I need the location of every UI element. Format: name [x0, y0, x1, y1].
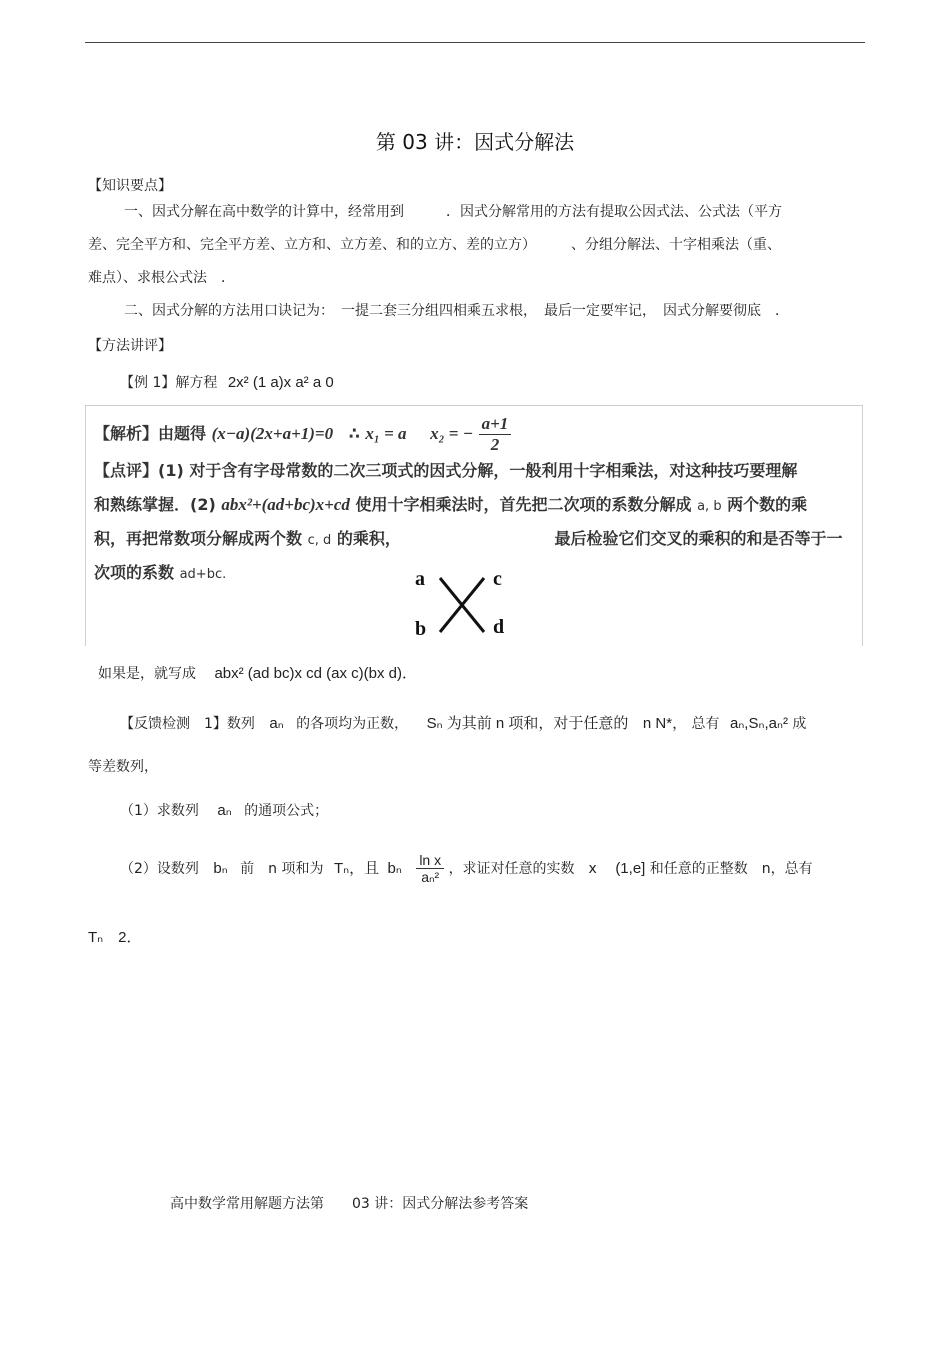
knowledge-p1-line2: 差、完全平方和、完全平方差、立方和、立方差、和的立方、差的立方） 、分组分解法、十字相乘法（重、 [88, 237, 781, 253]
cross-letter-a: a [415, 568, 425, 590]
feedback-line-1 [120, 712, 806, 733]
knowledge-p1-line1: 一、因式分解在高中数学的计算中，经常用到 ．因式分解常用的方法有提取公因式法、公式法（平方 [124, 204, 782, 220]
sum-sn: Sₙ 为其前 n 项和，对于任意的 [426, 715, 629, 732]
cd-values: c, d [307, 533, 332, 548]
method-heading: 【方法讲评】 [88, 338, 172, 354]
comment-line-1: 【点评】(1) 对于含有字母常数的二次三项式的因式分解，一般利用十字相乘法，对这种技巧要理解 [94, 461, 798, 480]
therefore-symbol: ∴ [348, 424, 360, 443]
q2-post: ，求证对任意的实数 x [448, 861, 597, 877]
knowledge-heading: 【知识要点】 [88, 178, 172, 194]
knowledge-p2: 二、因式分解的方法用口诀记为： 一提二套三分组四相乘五求根， 最后一定要牢记， 因式分解要彻底 ． [124, 303, 789, 319]
coefficient-expression: ad+bc. [179, 567, 227, 582]
sequence-an: aₙ [269, 715, 284, 732]
feedback-text-2: 总有 [691, 716, 720, 732]
conclusion-equation: abx² (ad bc)x cd (ax c)(bx d)． [214, 665, 418, 682]
ln-denominator: aₙ² [421, 869, 440, 885]
q2-bn-definition: bₙ [387, 860, 402, 877]
comment-line-4 [94, 560, 226, 583]
q2-mid: 前 n 项和为 [240, 861, 324, 877]
comment-line-3-mid: 的乘积， [336, 529, 401, 548]
knowledge-p1-line3: 难点）、求根公式法 ． [88, 270, 235, 286]
q1-pre: （1）求数列 [120, 803, 199, 819]
root-x2-fraction [479, 414, 512, 455]
conclusion-line [98, 662, 417, 683]
ln-fraction [416, 852, 444, 886]
comment-line-2-post: 使用十字相乘法时，首先把二次项的系数分解成 [355, 495, 692, 514]
example-label: 【例 1】解方程 [120, 375, 218, 391]
footer-answer-title: 高中数学常用解题方法第 03 讲：因式分解法参考答案 [170, 1196, 529, 1212]
root-x1: x₁ = a [365, 424, 407, 443]
comment-line-2 [94, 492, 807, 515]
q2-tn: Tₙ，且 [333, 860, 380, 877]
page-title: 第 03 讲：因式分解法 [375, 130, 575, 154]
root-x2-denominator: 2 [490, 435, 500, 454]
comment-line-3-end: 最后检验它们交叉的乘积的和是否等于一 [554, 529, 843, 548]
feedback-label: 【反馈检测 1】数列 [120, 716, 255, 732]
header-rule [85, 42, 865, 43]
q1-an: aₙ [217, 802, 232, 819]
feedback-line-2: 等差数列， [88, 759, 158, 775]
root-x2-numerator: a+1 [479, 414, 512, 435]
analysis-line-1 [94, 414, 511, 455]
comment-line-3 [94, 526, 842, 549]
cross-letter-b: b [415, 618, 427, 640]
root-x2-lhs: x₂ = − [430, 424, 474, 443]
feedback-text-3: 成 [792, 716, 807, 732]
comment-line-4-pre: 次项的系数 [94, 563, 175, 582]
example-1 [120, 372, 334, 392]
q2-final-inequality: Tₙ 2． [88, 929, 142, 946]
cross-letter-c: c [493, 568, 502, 590]
comment-line-2-pre: 和熟练掌握．(2) [94, 495, 216, 514]
analysis-label: 【解析】由题得 [94, 424, 207, 443]
comment-line-3-pre: 积，再把常数项分解成两个数 [94, 529, 303, 548]
feedback-text-1: 的各项均为正数， [296, 716, 409, 732]
q2-interval: (1,e] [615, 860, 646, 877]
q1-post: 的通项公式； [244, 803, 329, 819]
ab-values: a, b [697, 499, 722, 514]
analysis-box [85, 405, 863, 646]
q2-post2: 和任意的正整数 n，总有 [649, 861, 813, 877]
question-2 [120, 852, 813, 886]
conclusion-pre: 如果是，就写成 [98, 666, 196, 682]
cross-letter-d: d [493, 616, 505, 638]
n-in-N: n N*， [642, 715, 688, 732]
ln-numerator: ln x [416, 852, 444, 869]
comment-line-2-end: 两个数的乘 [727, 495, 808, 514]
q2-pre: （2）设数列 [120, 861, 199, 877]
quadratic-expression: abx²+(ad+bc)x+cd [221, 495, 350, 514]
question-1 [120, 800, 328, 820]
q2-bn: bₙ [213, 860, 228, 877]
factored-equation: (x−a)(2x+a+1)=0 [211, 424, 334, 443]
arithmetic-triple: aₙ,Sₙ,aₙ² [729, 715, 788, 732]
cross-lines [436, 574, 488, 636]
example-equation: 2x² (1 a)x a² a 0 [227, 374, 334, 391]
